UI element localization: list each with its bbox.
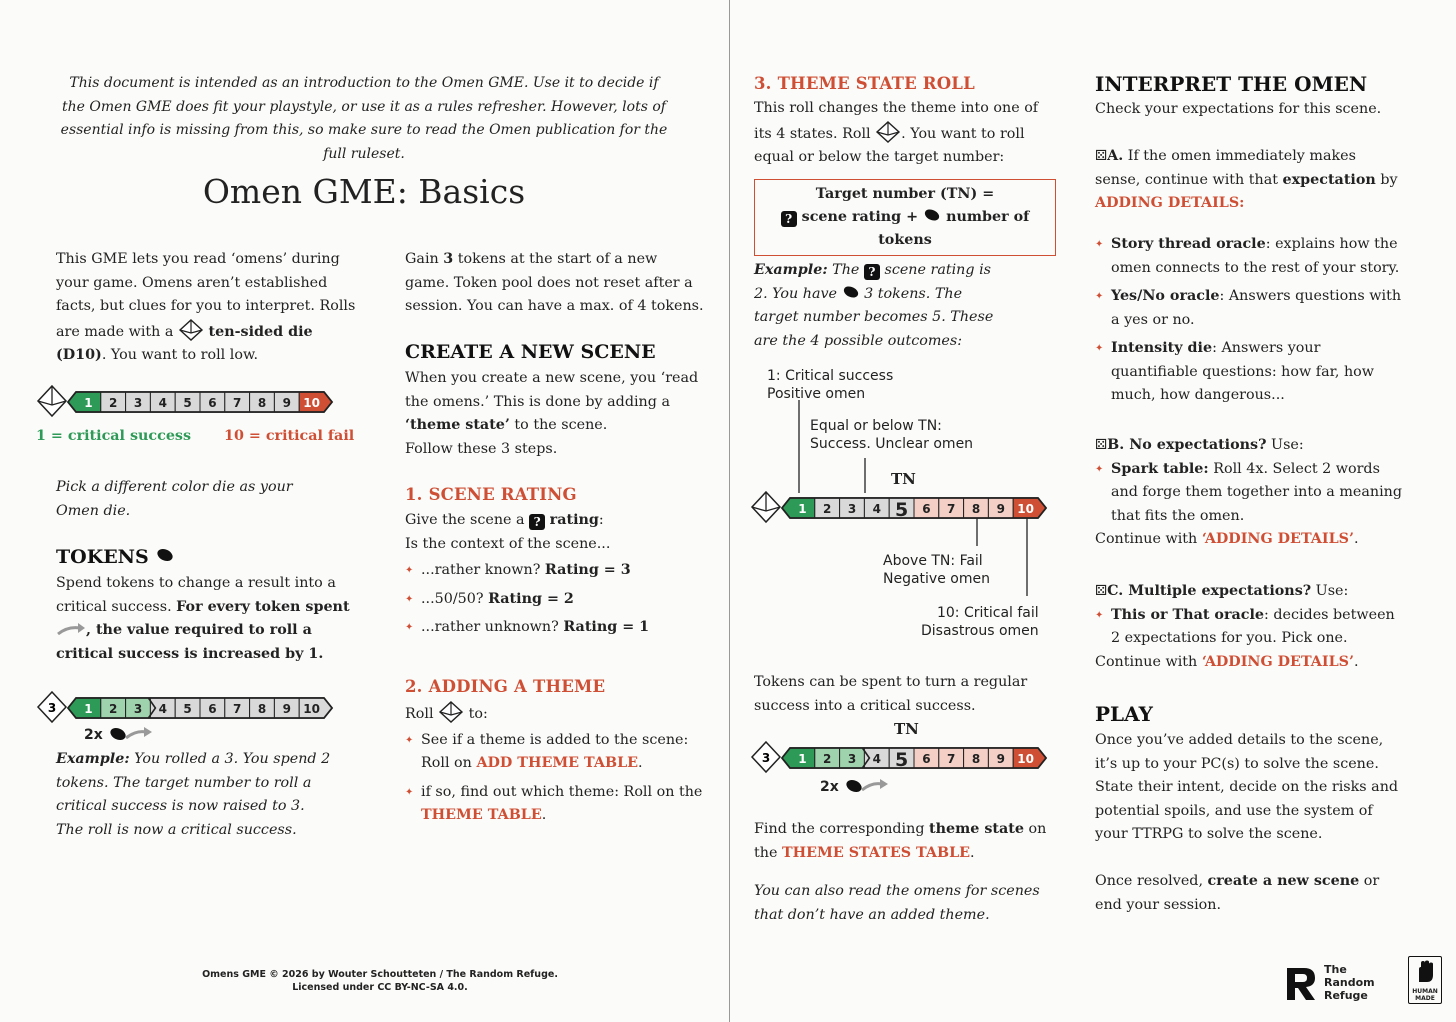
track-number: 3 <box>133 702 143 716</box>
d10-icon <box>38 386 66 416</box>
track-number: 6 <box>208 396 217 410</box>
track-number: 5 <box>894 499 909 521</box>
d10-icon <box>875 121 901 143</box>
option-b: ⚄B. No expectations? Use: ✦ Spark table: Roll 4x. Select 2 words and forge them together into a meaning that fits the omen. Continue with ‘ADDING DETAILS’. <box>1095 434 1407 552</box>
outcome-critical-fail: 10: Critical fail Disastrous omen <box>921 605 1039 639</box>
track-number: 10 <box>303 396 320 410</box>
track-number: 3 <box>847 502 857 516</box>
oracle-item: ✦ Intensity die: Answers your quantifiable questions: how far, how much, how dangerous... <box>1095 337 1407 408</box>
create-scene-paragraph: When you create a new scene, you ‘read the omens.’ This is done by adding a ‘theme state’ to the scene. Follow these 3 steps. <box>405 370 699 457</box>
tn-marker-label-2: TN <box>894 720 919 738</box>
track-number: 2 <box>109 702 118 716</box>
track-number: 2 <box>823 502 832 516</box>
track-number: 9 <box>282 702 291 716</box>
track-number: 1 <box>84 396 93 410</box>
basics-paragraph: This GME lets you read ‘omens’ during your game. Omens aren’t established facts, but clues for you to interpret. Rolls are made with a ten-sided die (D10). You want to roll low. <box>56 251 356 363</box>
adding-theme-heading: 2. ADDING A THEME <box>405 677 606 696</box>
adding-theme-paragraph: Roll to: ✦ See if a theme is added to the scene: Roll on ADD THEME TABLE. ✦ if so, find out which theme: Roll on the THEME TABLE. <box>405 701 705 828</box>
omen-die-note: Pick a different color die as your Omen die. <box>56 479 293 519</box>
d10-icon <box>38 692 66 722</box>
rating-item: ✦ ...rather unknown? Rating = 1 <box>405 616 705 640</box>
track-number: 5 <box>183 396 192 410</box>
tn-outcome-track <box>750 490 1060 524</box>
theme-state-example: Example: The ? scene rating is 2. You have 3 tokens. The target number becomes 5. These are the 4 possible outcomes: <box>754 262 994 349</box>
track-number: 5 <box>183 702 192 716</box>
question-icon: ? <box>864 264 880 280</box>
tn-marker-label: TN <box>891 470 916 488</box>
track-number: 4 <box>872 752 881 766</box>
no-theme-note: You can also read the omens for scenes that don’t have an added theme. <box>754 883 1040 923</box>
track-number: 6 <box>922 502 931 516</box>
find-theme-state-paragraph: Find the corresponding theme state on the THEME STATES TABLE. <box>754 821 1047 861</box>
tokens-heading: TOKENS <box>56 546 175 568</box>
critical-success-label: 1 = critical success <box>36 428 192 444</box>
dice-icon: ⚄ <box>1095 583 1108 599</box>
track-number: 6 <box>208 702 217 716</box>
dice-icon: ⚄ <box>1095 437 1108 453</box>
intro-text: This document is intended as an introduction to the Omen GME. Use it to decide if the Omen GME does fit your playstyle, or use it as a rules refresher. However, lots of essential info is missing from this, so make sure to read the Omen publication for the full ruleset. <box>60 75 668 162</box>
theme-step: ✦ if so, find out which theme: Roll on the THEME TABLE. <box>405 781 705 828</box>
token-icon <box>923 208 941 222</box>
token-multiplier-2: 2x <box>820 776 890 795</box>
track-number: 1 <box>84 702 93 716</box>
track-number: 1 <box>798 752 807 766</box>
track-number: 4 <box>872 502 881 516</box>
play-paragraph-2: Once resolved, create a new scene or end your session. <box>1095 873 1380 913</box>
question-icon: ? <box>781 211 797 227</box>
human-made-badge <box>1408 956 1442 1004</box>
dice-icon: ⚄ <box>1095 148 1108 164</box>
scene-rating-paragraph: Give the scene a ? rating: Is the context of the scene... ✦ ...rather known? Rating = 3 ✦ ...50/50? Rating = 2 ✦ ...rather unknown? Rating = 1 <box>405 509 705 640</box>
human-made-text: HUMAN MADE <box>1412 988 1438 1002</box>
d10-icon <box>178 319 204 341</box>
theme-table-link[interactable]: THEME TABLE <box>421 807 542 823</box>
d10-icon <box>438 701 464 723</box>
adding-details-link-c[interactable]: ‘ADDING DETAILS’ <box>1201 653 1354 670</box>
interpret-heading: INTERPRET THE OMEN <box>1095 72 1368 96</box>
track-number: 7 <box>947 502 956 516</box>
theme-state-paragraph: This roll changes the theme into one of its 4 states. Roll . You want to roll equal or below the target number: <box>754 100 1039 165</box>
question-icon: ? <box>529 514 545 530</box>
add-theme-table-link[interactable]: ADD THEME TABLE <box>476 755 639 771</box>
track-number: 8 <box>971 752 981 766</box>
track-number: 4 <box>158 702 167 716</box>
outcome-critical-success: 1: Critical success Positive omen <box>767 368 894 402</box>
oracle-item: ✦ Story thread oracle: explains how the omen connects to the rest of your story. <box>1095 233 1407 280</box>
track-number: 2 <box>823 752 832 766</box>
footer-license: Omens GME © 2026 by Wouter Schoutteten / The Random Refuge. Licensed under CC BY-NC-SA 4.0. <box>202 969 558 993</box>
play-heading: PLAY <box>1095 702 1153 726</box>
hand-icon <box>1414 960 1436 984</box>
track-number: 7 <box>233 396 242 410</box>
theme-step: ✦ See if a theme is added to the scene: Roll on ADD THEME TABLE. <box>405 729 705 776</box>
adding-details-link[interactable]: ADDING DETAILS: <box>1095 195 1245 211</box>
d10-result-track <box>36 384 346 418</box>
oracle-list <box>1095 233 1407 408</box>
page-divider <box>729 0 730 1022</box>
outcome-success: Equal or below TN: Success. Unclear omen <box>810 418 974 452</box>
spend-arrow-icon <box>56 622 86 636</box>
this-or-that-item: ✦ This or That oracle: decides between 2 expectations for you. Pick one. <box>1095 604 1407 651</box>
track-number: 8 <box>257 702 267 716</box>
option-c: ⚄C. Multiple expectations? Use: ✦ This or That oracle: decides between 2 expectations for you. Pick one. Continue with ‘ADDING DETAILS’. <box>1095 580 1407 674</box>
token-icon <box>155 547 175 563</box>
track-number: 10 <box>303 702 320 716</box>
adding-details-link-b[interactable]: ‘ADDING DETAILS’ <box>1201 531 1354 547</box>
token-spend-icon <box>844 776 890 794</box>
play-paragraph: Once you’ve added details to the scene, it’s up to your PC(s) to solve the scene. State their intent, decide on the risks and potential spoils, and use the system of your TTRPG to solve the scene. <box>1095 732 1399 842</box>
track-number: 10 <box>1017 502 1034 516</box>
track-number: 7 <box>947 752 956 766</box>
token-result-track <box>36 690 346 724</box>
tokens-example: Example: You rolled a 3. You spend 2 tokens. The target number to roll a critical success is now raised to 3. The roll is now a critical success. <box>56 751 331 838</box>
track-number: 9 <box>996 502 1005 516</box>
scene-rating-heading: 1. SCENE RATING <box>405 485 577 504</box>
track-number: 10 <box>1017 752 1034 766</box>
d10-icon <box>752 742 780 772</box>
option-a: ⚄A. If the omen immediately makes sense, continue with that expectation by ADDING DETAILS: <box>1095 148 1398 211</box>
track-number: 8 <box>971 502 981 516</box>
create-scene-heading: CREATE A NEW SCENE <box>405 341 656 363</box>
random-refuge-logo: The Random Refuge <box>1284 962 1384 1002</box>
gain-tokens-paragraph: Gain 3 tokens at the start of a new game. Token pool does not reset after a session. You can have a max. of 4 tokens. <box>405 251 704 314</box>
spark-table-item: ✦ Spark table: Roll 4x. Select 2 words and forge them together into a meaning that fits the omen. <box>1095 458 1407 529</box>
tokens-paragraph: Spend tokens to change a result into a critical success. For every token spent , the value required to roll a critical success is increased by 1. <box>56 575 350 662</box>
rating-item: ✦ ...rather known? Rating = 3 <box>405 559 705 583</box>
outcome-fail: Above TN: Fail Negative omen <box>883 553 990 587</box>
die-result-number: 3 <box>761 751 771 765</box>
oracle-item: ✦ Yes/No oracle: Answers questions with a yes or no. <box>1095 285 1407 332</box>
track-number: 7 <box>233 702 242 716</box>
track-number: 5 <box>894 749 909 771</box>
page-title: Omen GME: Basics <box>202 172 526 211</box>
track-number: 9 <box>282 396 291 410</box>
track-number: 3 <box>847 752 857 766</box>
track-number: 9 <box>996 752 1005 766</box>
tokens-spent-paragraph: Tokens can be spent to turn a regular success into a critical success. <box>754 674 1028 714</box>
token-spend-icon <box>108 724 154 742</box>
theme-state-heading: 3. THEME STATE ROLL <box>754 74 975 93</box>
tn-token-track <box>750 740 1060 774</box>
interpret-subtitle: Check your expectations for this scene. <box>1095 101 1382 117</box>
refuge-logo-icon <box>1284 964 1318 1002</box>
track-number: 3 <box>133 396 143 410</box>
d10-icon <box>752 492 780 522</box>
target-number-box: Target number (TN) = ? scene rating + number of tokens <box>754 179 1056 256</box>
rating-item: ✦ ...50/50? Rating = 2 <box>405 588 705 612</box>
track-number: 6 <box>922 752 931 766</box>
critical-fail-label: 10 = critical fail <box>224 428 355 444</box>
track-number: 8 <box>257 396 267 410</box>
token-icon <box>842 285 860 299</box>
die-result-number: 3 <box>47 701 57 715</box>
token-multiplier: 2x <box>84 724 154 743</box>
track-number: 1 <box>798 502 807 516</box>
track-number: 4 <box>158 396 167 410</box>
track-number: 2 <box>109 396 118 410</box>
theme-states-table-link[interactable]: THEME STATES TABLE <box>781 844 971 861</box>
